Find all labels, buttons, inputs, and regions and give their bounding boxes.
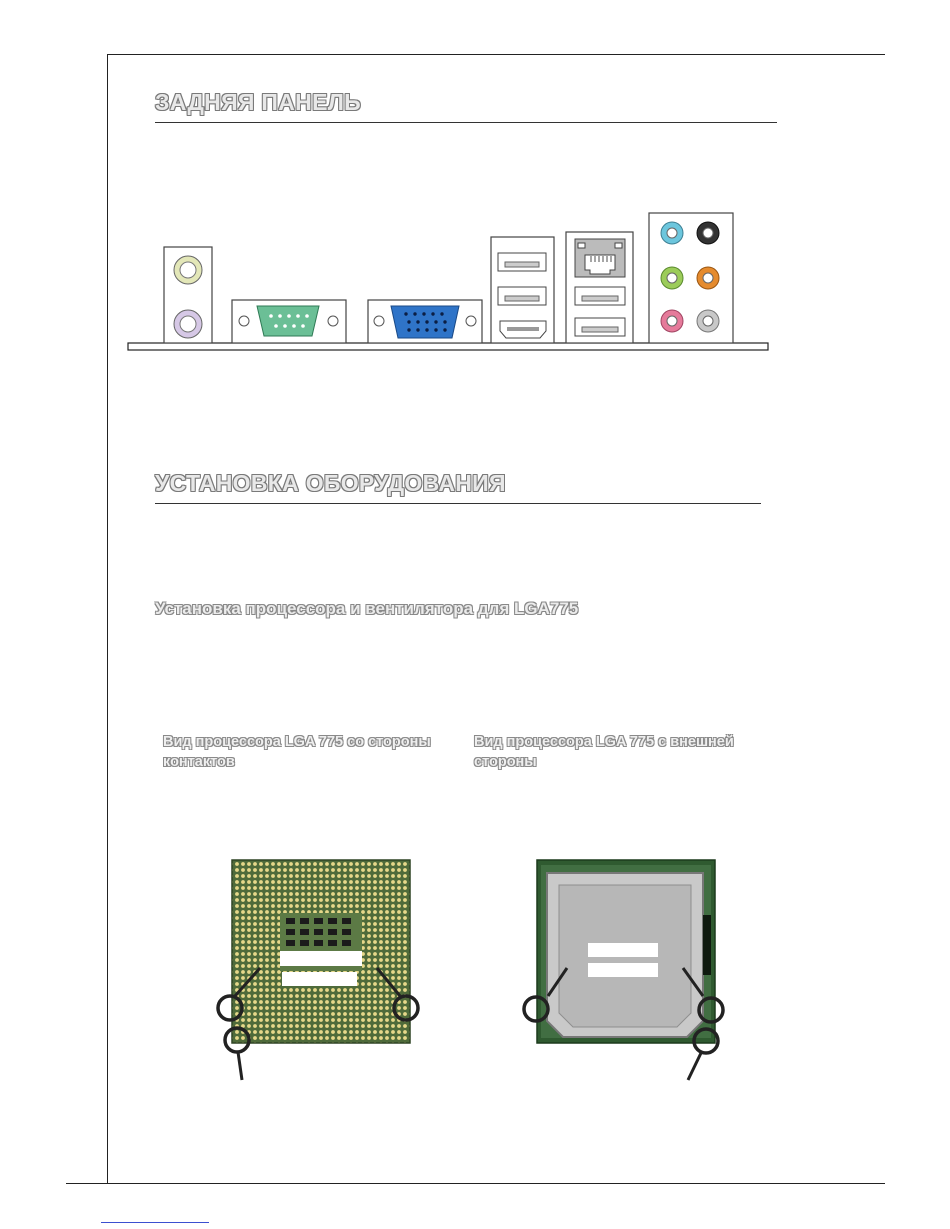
section-title-back-panel: ЗАДНЯЯ ПАНЕЛЬ bbox=[155, 89, 361, 115]
caption-top-side bbox=[474, 732, 784, 772]
lan-usb-block bbox=[566, 232, 633, 343]
label-patch bbox=[282, 972, 357, 986]
label-patch bbox=[588, 963, 658, 977]
panel-baseplate bbox=[128, 343, 768, 350]
usb-hdmi-block bbox=[491, 237, 554, 343]
page-border-top bbox=[107, 54, 885, 55]
caption-line: стороны bbox=[474, 754, 537, 770]
vga-port bbox=[368, 300, 482, 343]
subsection-title: Установка процессора и вентилятора для LGA775 bbox=[155, 599, 579, 618]
cpu-top-side-image bbox=[515, 855, 745, 1085]
label-patch bbox=[588, 943, 658, 957]
caption-line: контактов bbox=[163, 754, 235, 770]
caption-line: Вид процессора LGA 775 со стороны bbox=[163, 734, 431, 750]
footer-link-underline bbox=[101, 1222, 209, 1223]
label-patch bbox=[280, 951, 362, 966]
page-border-left bbox=[107, 54, 108, 1184]
page-border-bottom bbox=[66, 1183, 885, 1184]
caption-line: Вид процессора LGA 775 с внешней bbox=[474, 734, 734, 750]
back-panel-illustration bbox=[126, 210, 771, 355]
section-rule bbox=[155, 122, 777, 123]
cpu-contact-side-image bbox=[210, 855, 450, 1085]
serial-com-port bbox=[232, 300, 346, 343]
section-title-hardware-setup: УСТАНОВКА ОБОРУДОВАНИЯ bbox=[155, 470, 506, 496]
section-rule bbox=[155, 503, 761, 504]
audio-jacks bbox=[649, 213, 733, 343]
ps2-ports bbox=[164, 247, 212, 343]
caption-contact-side bbox=[163, 732, 473, 772]
